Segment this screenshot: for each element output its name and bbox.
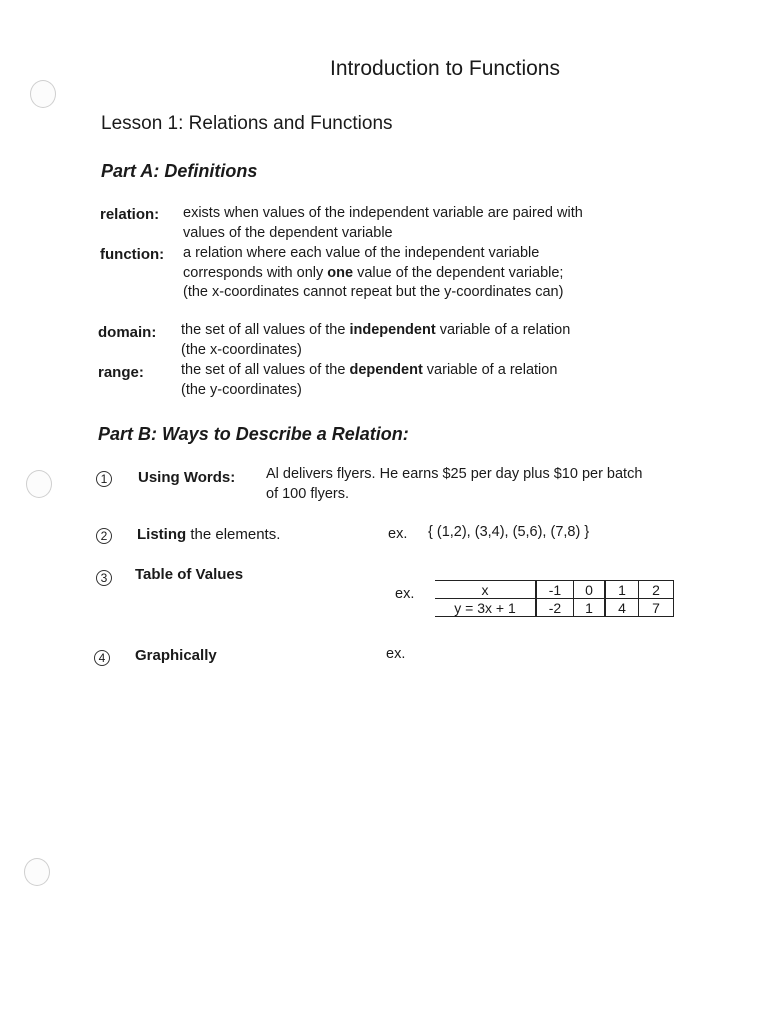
graphically-label: Graphically (135, 647, 217, 664)
relation-term: relation: (100, 206, 160, 223)
table-cell: 4 (605, 599, 639, 617)
definition-line: corresponds with only one value of the dependent variable; (183, 264, 564, 281)
using-words-text (266, 465, 642, 504)
example-marker: ex. (388, 526, 408, 542)
table-of-values (435, 580, 674, 617)
punch-hole (30, 80, 56, 108)
domain-definition (181, 321, 570, 360)
table-row (435, 581, 674, 599)
example-line: Al delivers flyers. He earns $25 per day plus $10 per batch (266, 466, 643, 482)
relation-definition (183, 204, 583, 243)
table-cell: 1 (605, 581, 639, 599)
definition-line: (the x-coordinates cannot repeat but the y-coordinates can) (183, 284, 564, 300)
definition-line: exists when values of the independent variable are paired with (183, 205, 583, 221)
function-term: function: (100, 246, 165, 263)
table-cell: -1 (536, 581, 574, 599)
ordered-pairs-example: { (1,2), (3,4), (5,6), (7,8) } (428, 524, 590, 540)
example-line: of 100 flyers. (266, 485, 350, 502)
listing-label: Listing the elements. (137, 526, 281, 543)
table-row (435, 599, 674, 617)
example-marker: ex. (386, 646, 406, 662)
item-number: 1 (96, 471, 112, 487)
table-cell: 7 (639, 599, 674, 617)
punch-hole (26, 470, 52, 498)
using-words-label: Using Words: (138, 469, 236, 486)
item-number: 3 (96, 570, 112, 586)
definition-line: (the y-coordinates) (181, 381, 302, 398)
definition-line: (the x-coordinates) (181, 341, 302, 358)
part-a-heading: Part A: Definitions (101, 161, 258, 181)
function-definition (183, 244, 563, 303)
table-header-x: x (435, 581, 536, 599)
definition-line: the set of all values of the dependent variable of a relation (181, 362, 558, 378)
item-number: 2 (96, 528, 112, 544)
table-header-y: y = 3x + 1 (435, 599, 536, 617)
range-definition (181, 361, 557, 400)
item-number: 4 (94, 650, 110, 666)
lesson-heading: Lesson 1: Relations and Functions (101, 113, 393, 134)
table-cell: 1 (574, 599, 606, 617)
definition-line: the set of all values of the independent variable of a relation (181, 322, 571, 338)
page-title: Introduction to Functions (330, 57, 560, 80)
table-cell: -2 (536, 599, 574, 617)
definition-line: a relation where each value of the independent variable (183, 245, 540, 261)
part-b-heading: Part B: Ways to Describe a Relation: (98, 424, 409, 444)
punch-hole (24, 858, 50, 886)
definition-line: values of the dependent variable (183, 224, 393, 241)
table-cell: 2 (639, 581, 674, 599)
example-marker: ex. (395, 586, 415, 602)
domain-term: domain: (98, 324, 157, 341)
range-term: range: (98, 364, 144, 381)
table-of-values-label: Table of Values (135, 566, 244, 583)
table-cell: 0 (574, 581, 606, 599)
